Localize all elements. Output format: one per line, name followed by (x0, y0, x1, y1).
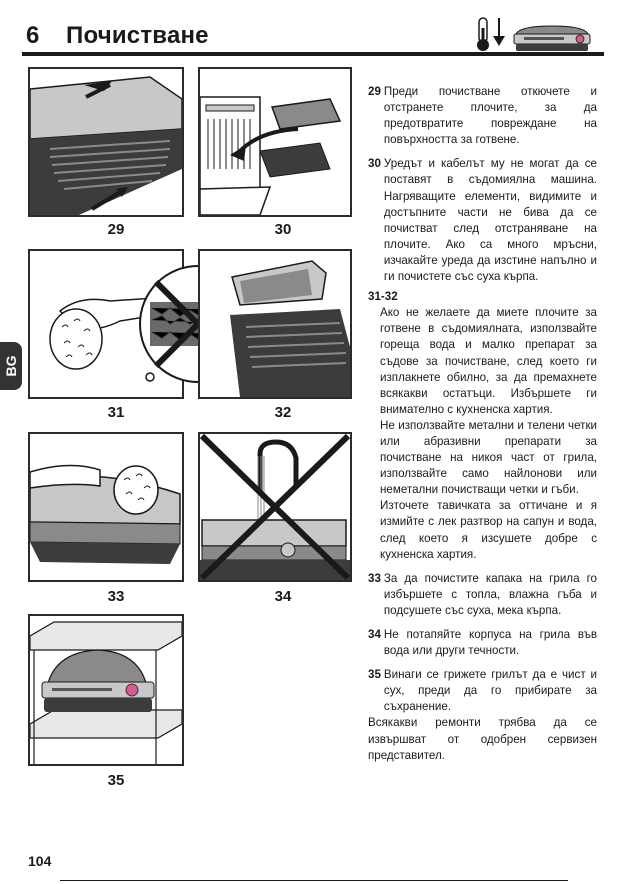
figure-33-label: 33 (107, 588, 125, 605)
cooling-thermometer-icon (475, 14, 509, 59)
instruction-31-32-paragraph-3: Източете тавичката за оттичане и я измийте с лек разтвор на сапун и вода, след което я изсушете добре с кухненска хартия. (380, 499, 597, 561)
footer-rule (60, 880, 568, 881)
figure-29-label: 29 (107, 221, 125, 238)
instruction-30-text: Уредът и кабелът му не могат да се поставят в съдомиялна машина. Нагряващите елементи, видимите и достъпните части не бива да се почистват след отстраняване на плочите. Ако са много мръсни, изчакайте уреда да изстине напълно и ги почистете със суха кърпа. (383, 157, 597, 284)
instruction-35-number: 35 (368, 668, 381, 682)
language-tab (0, 342, 22, 390)
figure-35-label: 35 (107, 772, 125, 789)
figure-33-illustration (28, 432, 184, 582)
instruction-31-32-paragraph-2: Не използвайте метални и телени четки или абразивни препарати за почистване на никоя част от грила, използвайте само найлонови или неметални почистващи четки и гъби. (380, 418, 597, 497)
section-heading (26, 22, 209, 50)
figure-35-illustration (28, 614, 184, 766)
instruction-29 (368, 84, 597, 148)
instruction-35 (368, 667, 597, 715)
grill-thumbnail-icon (510, 22, 594, 61)
instruction-34 (368, 627, 597, 659)
page-number: 104 (28, 853, 52, 869)
section-title: Почистване (66, 22, 209, 49)
figure-32-illustration (198, 249, 352, 399)
instruction-34-number: 34 (368, 628, 381, 641)
figure-30-illustration (198, 67, 352, 217)
instruction-31-32-number: 31-32 (368, 290, 398, 304)
instruction-29-text: Преди почистване откючете и отстранете плочите, за да предотвратите повреждане на повърхността за готвене. (383, 85, 597, 147)
figure-32-label: 32 (274, 404, 292, 421)
instruction-33 (368, 571, 597, 619)
figure-30-label: 30 (274, 221, 292, 238)
instruction-30 (368, 156, 597, 285)
instruction-30-number: 30 (368, 157, 381, 171)
instructions-column (368, 84, 597, 764)
instruction-35-text: Винаги се грижете грилът да е чист и сух, преди да го прибирате за съхранение. (383, 668, 597, 714)
language-tab-label: BG (3, 355, 19, 377)
repair-notice: Всякакви ремонти трябва да се извършват от одобрен сервизен представител. (368, 716, 597, 762)
instruction-29-number: 29 (368, 85, 381, 98)
figure-29-illustration (28, 67, 184, 217)
instruction-33-text: За да почистите капака на грила го избършете с топла, влажна гъба и подсушете със суха, мека кърпа. (383, 571, 597, 617)
instruction-31-32-paragraph-1: Ако не желаете да миете плочите за готвене в съдомиялната, използвайте гореща вода и малко препарат за съдове за почистване, след което ги изплакнете обилно, за да премахнете всякакви остатъци. Избършете ги внимателно с кухненска хартия. (380, 306, 597, 416)
figure-34-label: 34 (274, 588, 292, 605)
instruction-34-text: Не потапяйте корпуса на грила във вода или други течности. (383, 628, 597, 658)
figure-34-illustration (198, 432, 352, 582)
section-number: 6 (26, 22, 40, 49)
figure-31-label: 31 (107, 404, 125, 421)
instruction-33-number: 33 (368, 571, 381, 585)
